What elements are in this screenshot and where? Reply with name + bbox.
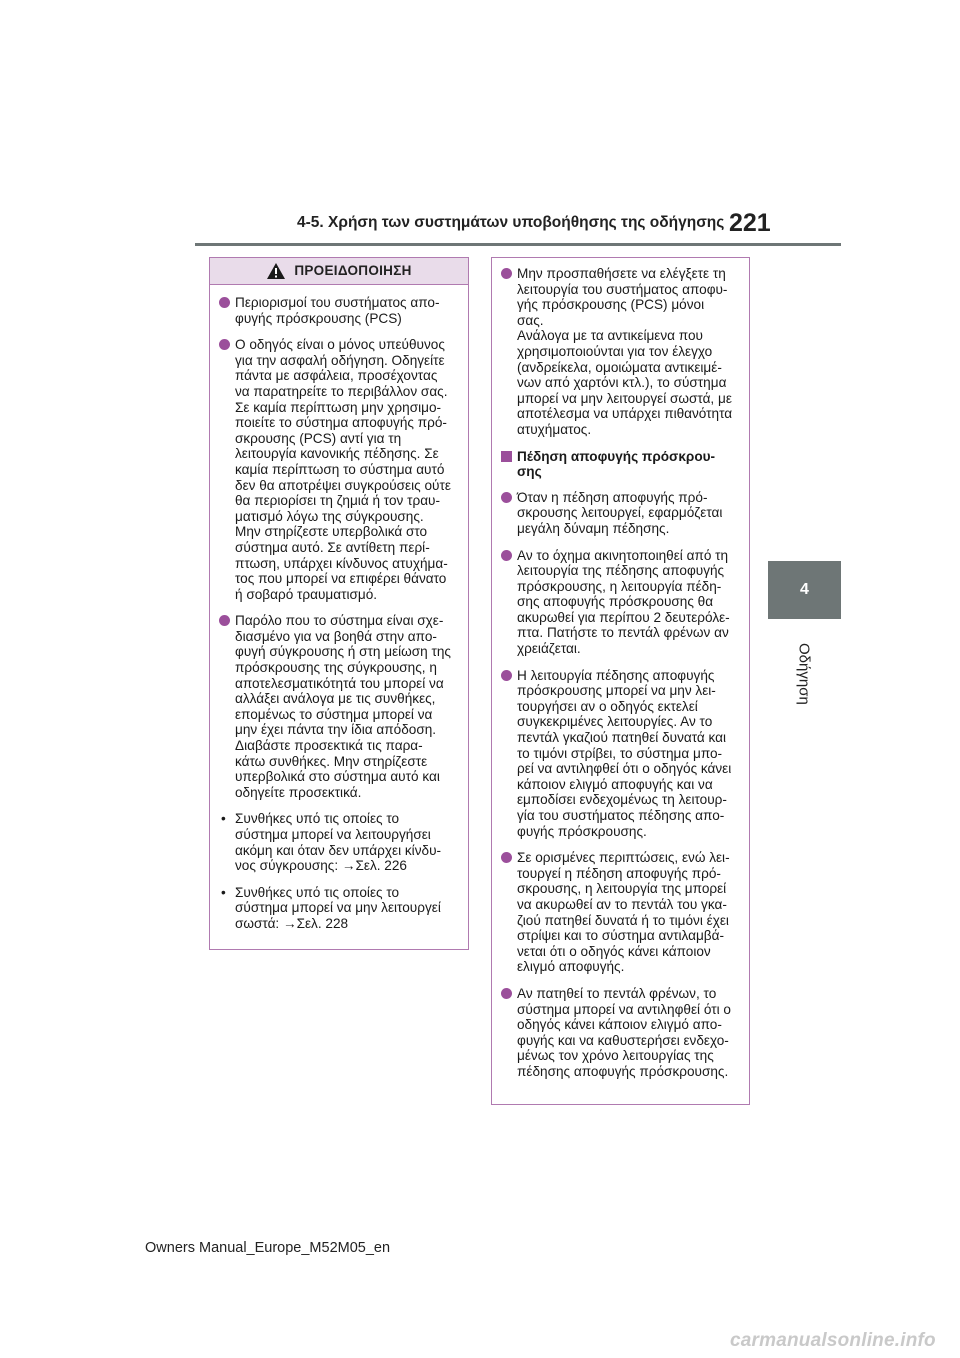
warning-title: ΠΡΟΕΙΔΟΠΟΙΗΣΗ — [294, 263, 412, 279]
bullet-dot-icon — [501, 268, 512, 279]
warning-item: Περιορισμοί του συστήματος απο- φυγής πρόσκρουσης (PCS) — [218, 295, 460, 326]
warning-item: Αν το όχημα ακινητοποιηθεί από τη λειτουργία της πέδησης αποφυγής πρόσκρουσης, η λειτουργία πέδη- σης αποφυγής πρόσκρουσης θα ακυρωθεί για περίπου 2 δευτερόλε- πτα. Πατήστε το πεντάλ φρένων αν χρειάζεται. — [500, 548, 741, 657]
bullet-dot-icon — [501, 492, 512, 503]
square-bullet-icon — [501, 451, 512, 462]
chapter-tab[interactable] — [768, 561, 841, 619]
bullet-dot-icon — [501, 988, 512, 999]
warning-item: Αν πατηθεί το πεντάλ φρένων, το σύστημα μπορεί να αντιληφθεί ότι ο οδηγός κάνει κάποιον ελιγμό απο- φυγής και να καθυστερήσει ενδεχο- μένως τον χρόνο λειτουργίας της πέδησης αποφυγής πρόσκρουσης. — [500, 986, 741, 1080]
warning-triangle-icon — [266, 262, 286, 280]
bullet-dot-icon — [501, 670, 512, 681]
header-divider — [195, 243, 841, 246]
warning-item: Σε ορισμένες περιπτώσεις, ενώ λει- τουργεί η πέδηση αποφυγής πρό- σκρουσης, η λειτουργία της μπορεί να ακυρωθεί αν το πεντάλ του γκα- ζιού πατηθεί δυνατά ή το τιμόνι έχει στρίψει και το σύστημα αντιλαμβά- νεται ότι ο οδηγός κάνει κάποιον ελιγμό αποφυγής. — [500, 850, 741, 975]
bullet-dot-icon — [219, 339, 230, 350]
warning-item: Η λειτουργία πέδησης αποφυγής πρόσκρουσης μπορεί να μην λει- τουργήσει αν ο οδηγός εκτελεί συγκεκριμένες λειτουργίες. Αν το πεντάλ γκαζιού πατηθεί δυνατά και το τιμόνι στρίβει, το σύστημα μπο- ρεί να αντιληφθεί ότι ο οδηγός κάνει κάποιον ελιγμό αποφυγής και να εμποδίσει ενδεχομένως τη λειτουρ- γία του συστήματος πέδησης απο- φυγής πρόσκρουσης. — [500, 668, 741, 840]
warning-sub-item[interactable]: • Συνθήκες υπό τις οποίες το σύστημα μπορεί να λειτουργήσει ακόμη και όταν δεν υπάρχει κίνδυ- νος σύγκρουσης: →Σελ. 226 — [221, 811, 442, 874]
warning-item: Παρόλο που το σύστημα είναι σχε- διασμένο για να βοηθά στην απο- φυγή σύγκρουσης ή στη μείωση της πρόσκρουσης της σύγκρουσης, η αποτελεσματικότητά του μπορεί να αλλάξει ανάλογα με τις συνθήκες, επομένως το σύστημα μπορεί να μην έχει πάντα την ίδια απόδοση. Διαβάστε προσεκτικά τις παρα- κάτω συνθήκες. Μην στηρίζεστε υπερβολικά στο σύστημα αυτό και οδηγείτε προσεκτικά. — [218, 613, 460, 800]
bullet-dot-icon — [219, 615, 230, 626]
page-number: 221 — [729, 209, 771, 237]
chapter-label: Οδήγηση — [795, 643, 813, 705]
warning-item: Μην προσπαθήσετε να ελέγξετε τη λειτουργία του συστήματος αποφυ- γής πρόσκρουσης (PCS) μόνοι σας. Ανάλογα με τα αντικείμενα που χρησιμοποιούνται για τον έλεγχο (ανδρείκελα, ομοιώματα αντικειμέ- νων από χαρτόνι κτλ.), το σύστημα μπορεί να μην λειτουργεί σωστά, με αποτέλεσμα να υπάρχει πιθανότητα ατυχήματος. — [500, 266, 741, 438]
watermark: carmanualsonline.info — [730, 1330, 936, 1351]
subsection-heading: Πέδηση αποφυγής πρόσκρου- σης — [500, 449, 741, 480]
warning-item: Όταν η πέδηση αποφυγής πρό- σκρουσης λειτουργεί, εφαρμόζεται μεγάλη δύναμη πέδησης. — [500, 490, 741, 537]
manual-footer: Owners Manual_Europe_M52M05_en — [145, 1240, 391, 1256]
warning-sub-item[interactable]: • Συνθήκες υπό τις οποίες το σύστημα μπορεί να μην λειτουργεί σωστά: →Σελ. 228 — [221, 884, 441, 931]
bullet-dot-icon — [501, 550, 512, 561]
warning-header — [210, 258, 468, 285]
warning-box — [209, 257, 469, 950]
bullet-dot-icon — [501, 852, 512, 863]
warning-item: Ο οδηγός είναι ο μόνος υπεύθυνος για την ασφαλή οδήγηση. Οδηγείτε πάντα με ασφάλεια, προσέχοντας να παρατηρείτε το περιβάλλον σας. Σε καμία περίπτωση μην χρησιμο- ποιείτε το σύστημα αποφυγής πρό- σκρουσης (PCS) αντί για τη λειτουργία κανονικής πέδησης. Σε καμία περίπτωση το σύστημα αυτό δεν θα αποτρέψει συγκρούσεις ούτε θα περιορίσει τη ζημιά ή τον τραυ- ματισμό λόγω της σύγκρουσης. Μην στηρίζεστε υπερβολικά στο σύστημα αυτό. Σε αντίθετη περί- πτωση, υπάρχει κίνδυνος ατυχήμα- τος που μπορεί να επιφέρει θάνατο ή σοβαρό τραυματισμό. — [218, 337, 460, 602]
section-title: 4-5. Χρήση των συστημάτων υποβοήθησης της οδήγησης — [297, 214, 725, 231]
bullet-dot-icon — [219, 297, 230, 308]
warning-continued-box — [491, 257, 750, 1105]
chapter-number: 4 — [800, 581, 809, 598]
